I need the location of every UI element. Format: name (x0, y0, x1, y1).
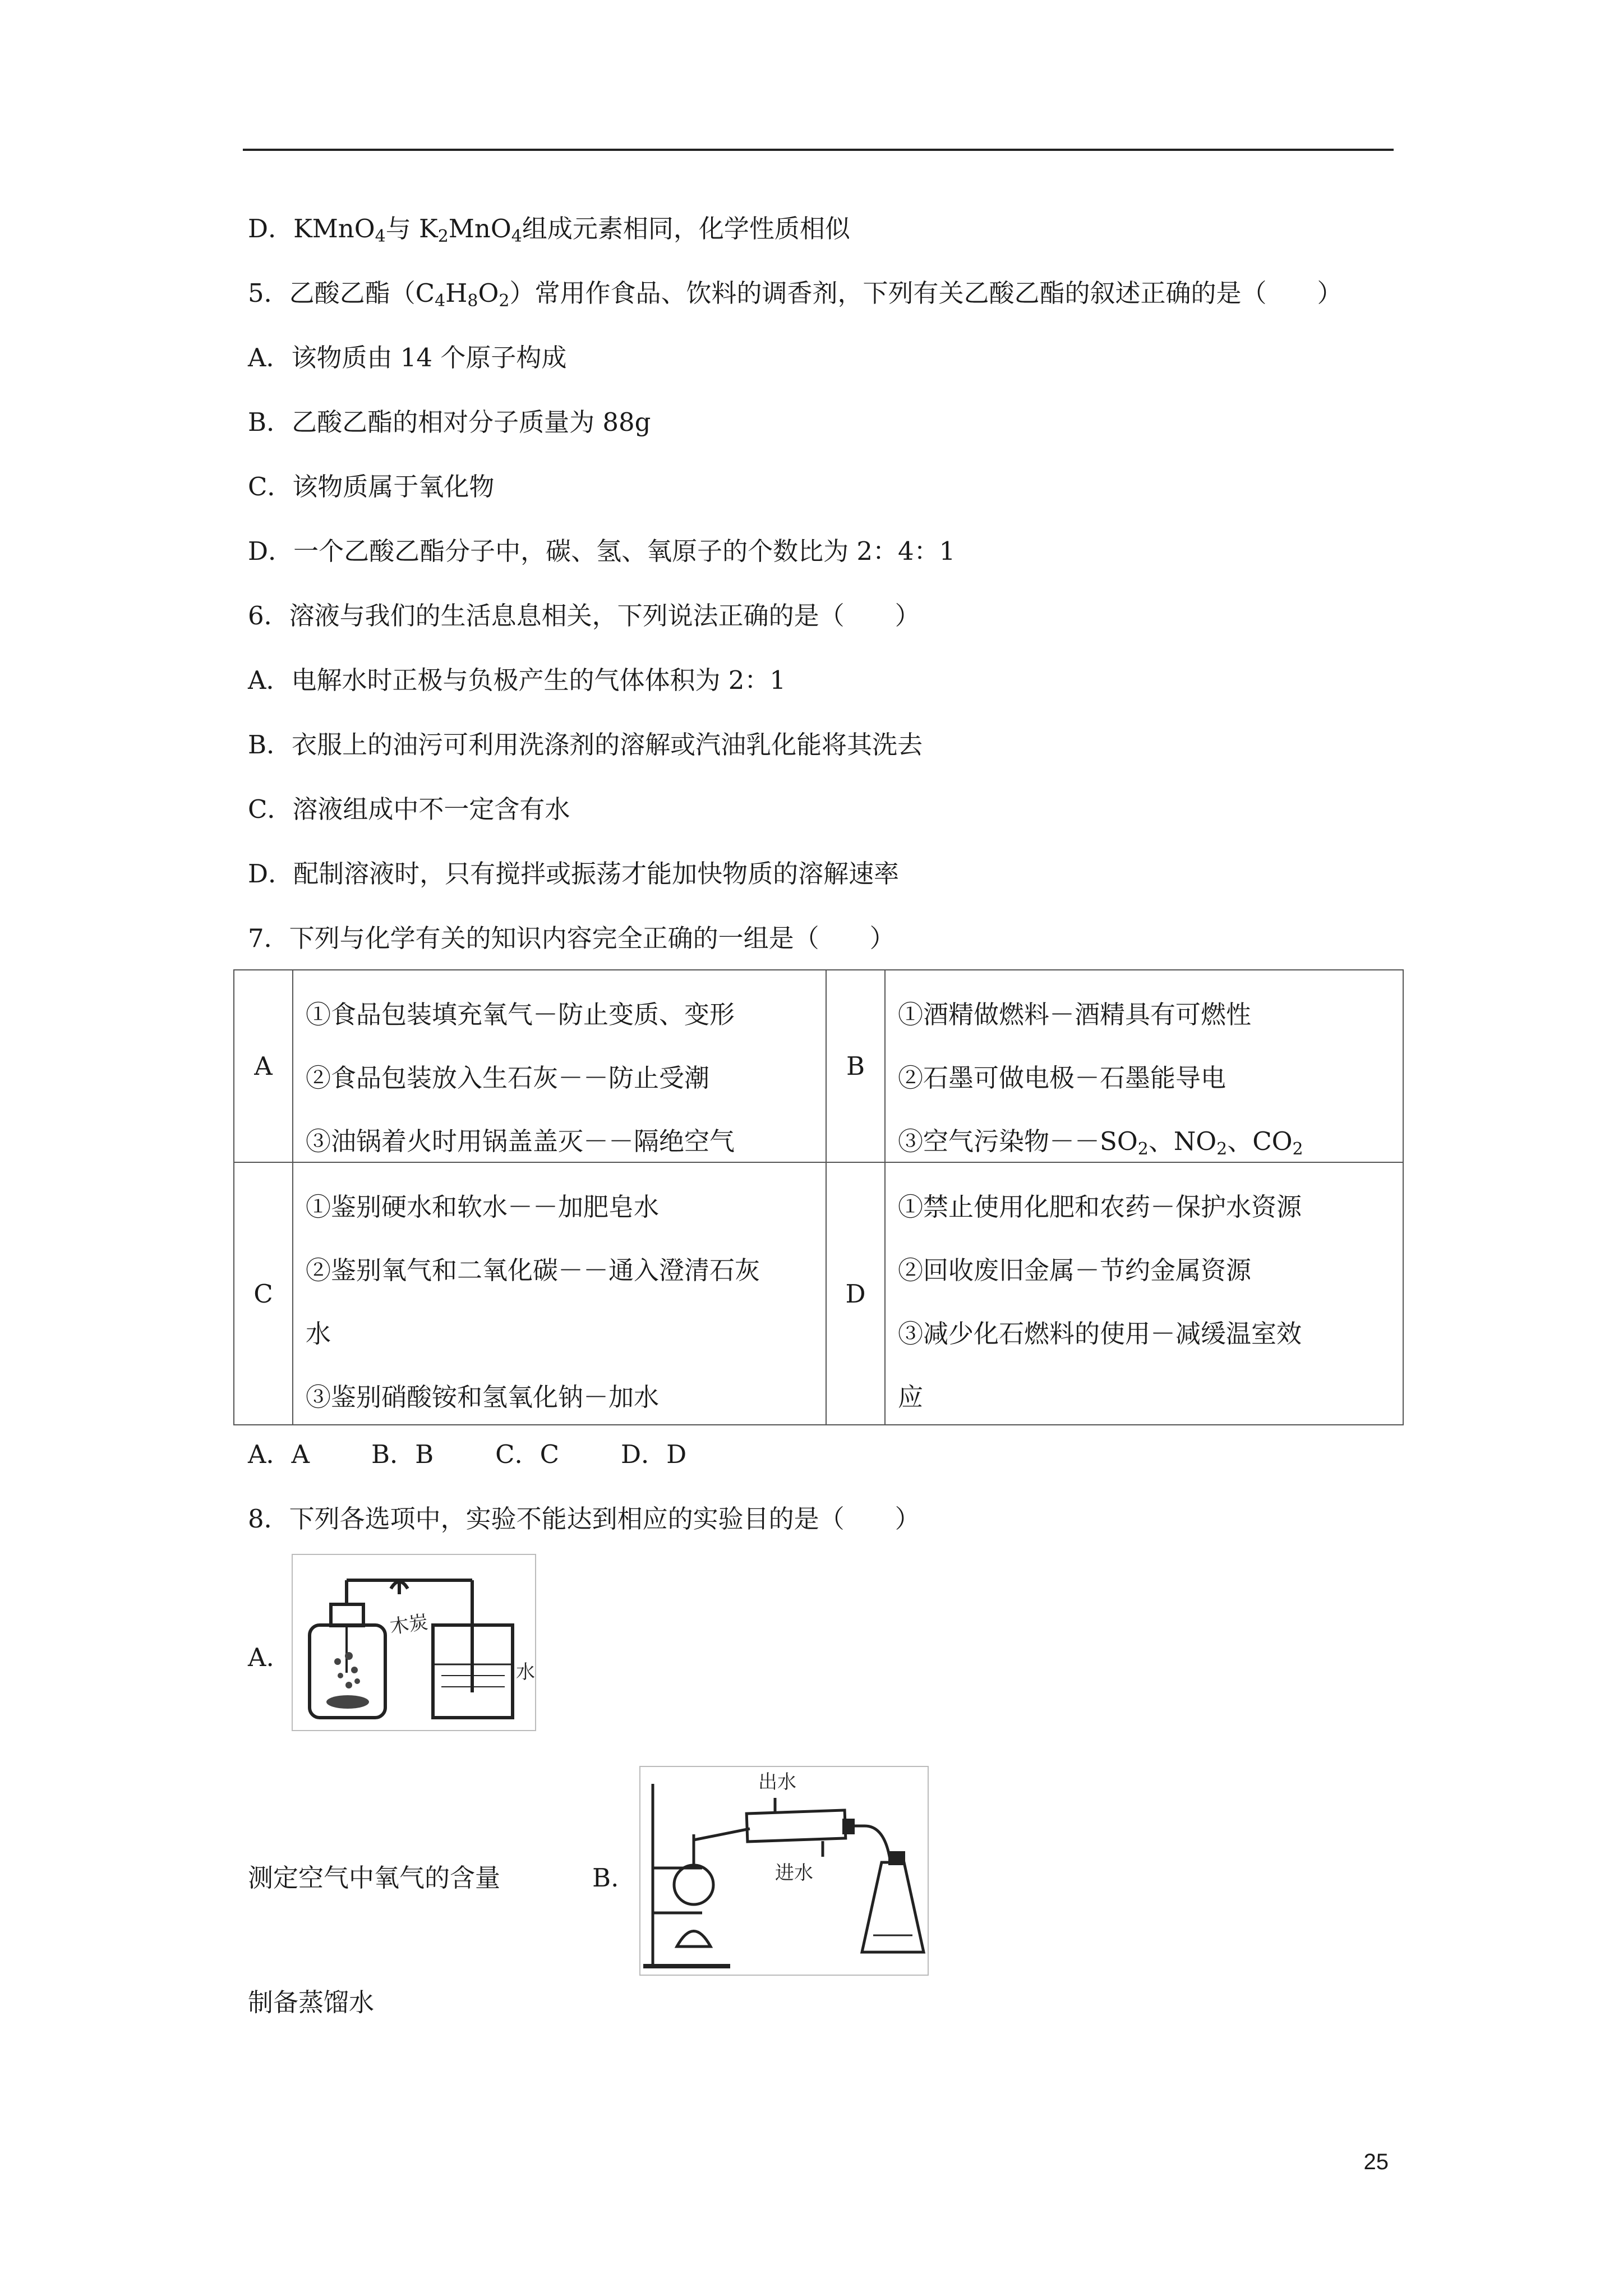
figure-distillation-apparatus (639, 1766, 929, 1976)
q7-answer-options (248, 1438, 748, 1471)
q7-answer-c: C．C (495, 1439, 560, 1469)
q8-option-a-label: A. (248, 1642, 274, 1672)
row-b-content (884, 969, 1404, 1163)
q5-option-c: C．该物质属于氧化物 (248, 472, 495, 501)
q6-option-b: B．衣服上的油污可利用洗涤剂的溶解或汽油乳化能将其洗去 (248, 730, 923, 760)
row-a-content (292, 969, 827, 1163)
row-d-label: D (826, 1162, 886, 1425)
q6-stem: 6．溶液与我们的生活息息相关，下列说法正确的是（ ） (248, 601, 920, 631)
row-d-line-4: 应 (898, 1382, 924, 1412)
row-a-line-3: ③油锅着火时用锅盖盖灭－－隔绝空气 (306, 1126, 735, 1156)
q8-stem: 8．下列各选项中，实验不能达到相应的实验目的是（ ） (248, 1504, 920, 1534)
fig-b-label-water-in: 进水 (775, 1862, 813, 1884)
q8-option-a-caption: 测定空气中氧气的含量 (248, 1863, 501, 1893)
q4-option-d: D．KMnO$_4$与 $K_2MnO_4$组成元素相同，化学性质相似 (248, 214, 850, 246)
header-rule (243, 149, 1394, 151)
q8-option-b-caption: 制备蒸馏水 (248, 1987, 375, 2017)
q8-option-b-label: B. (592, 1863, 619, 1893)
q6-option-d: D．配制溶液时，只有搅拌或振荡才能加快物质的溶解速率 (248, 859, 900, 889)
q5-stem: 5．乙酸乙酯$(C_4H_8O_2)$常用作食品、饮料的调香剂，下列有关乙酸乙酯的叙述正确的是（ ） (248, 278, 1343, 311)
row-b-label: B (826, 969, 886, 1163)
row-c-label: C (233, 1162, 293, 1425)
q7-answer-d: D．D (621, 1439, 687, 1469)
row-c-line-4: ③鉴别硝酸铵和氢氧化钠－加水 (306, 1382, 660, 1412)
row-c-line-3: 水 (306, 1319, 331, 1349)
row-a-line-2: ②食品包装放入生石灰－－防止受潮 (306, 1063, 710, 1093)
q7-answer-b: B．B (371, 1439, 434, 1469)
q7-table (233, 969, 1404, 1425)
row-a-line-1: ①食品包装填充氧气－防止变质、变形 (306, 1000, 735, 1029)
row-b-line-2: ②石墨可做电极－石墨能导电 (898, 1063, 1227, 1093)
row-c-line-1: ①鉴别硬水和软水－－加肥皂水 (306, 1192, 660, 1222)
q6-option-a: A．电解水时正极与负极产生的气体体积为 2：1 (248, 665, 786, 695)
row-d-line-1: ①禁止使用化肥和农药－保护水资源 (898, 1192, 1302, 1222)
row-d-line-3: ③减少化石燃料的使用－减缓温室效 (898, 1319, 1302, 1349)
row-c-content (292, 1162, 827, 1425)
page-number: 25 (1363, 2150, 1389, 2174)
row-d-line-2: ②回收废旧金属－节约金属资源 (898, 1255, 1252, 1285)
q5-option-b: B．乙酸乙酯的相对分子质量为 88g (248, 407, 651, 437)
q6-option-c: C．溶液组成中不一定含有水 (248, 794, 570, 824)
fig-b-label-water-out: 出水 (758, 1771, 796, 1793)
q7-answer-a: A．A (248, 1439, 310, 1469)
row-b-line-1: ①酒精做燃料－酒精具有可燃性 (898, 1000, 1252, 1029)
q5-option-d: D．一个乙酸乙酯分子中，碳、氢、氧原子的个数比为 2：4：1 (248, 536, 956, 566)
q7-stem: 7．下列与化学有关的知识内容完全正确的一组是（ ） (248, 923, 895, 953)
row-d-content (884, 1162, 1404, 1425)
row-b-line-3: ③空气污染物$--SO_2$、$NO_2$、$CO_2$ (898, 1126, 1303, 1159)
figure-oxygen-content-apparatus (292, 1554, 536, 1731)
fig-a-label-water: 水 (516, 1661, 535, 1683)
row-c-line-2: ②鉴别氧气和二氧化碳－－通入澄清石灰 (306, 1255, 760, 1285)
q5-option-a: A．该物质由 14 个原子构成 (248, 343, 567, 372)
row-a-label: A (233, 969, 293, 1163)
fig-a-label-charcoal: 木炭 (388, 1611, 430, 1639)
